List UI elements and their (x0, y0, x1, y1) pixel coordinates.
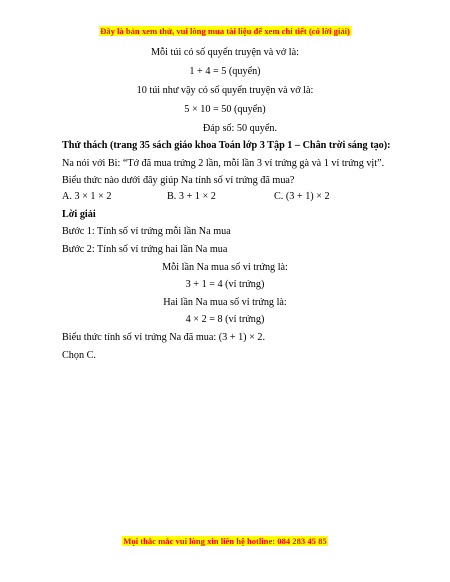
answer-expression: Biểu thức tính số vỉ trứng Na đã mua: (3 + 1) × 2. (62, 332, 266, 343)
solution-line-3: 10 túi như vậy có số quyển truyện và vở là: (136, 85, 314, 96)
challenge-question-line-2: Biểu thức nào dưới đây giúp Na tính số vỉ trứng đã mua? (62, 175, 295, 186)
calc-1-result: 3 + 1 = 4 (vỉ trứng) (185, 279, 265, 290)
option-b: B. 3 + 1 × 2 (167, 191, 216, 202)
answer-step-1: Bước 1: Tính số vỉ trứng mỗi lần Na mua (62, 226, 231, 237)
option-a: A. 3 × 1 × 2 (62, 191, 112, 202)
challenge-question-line-1: Na nói với Bi: “Tớ đã mua trứng 2 lần, mỗi lần 3 vỉ trứng gà và 1 vỉ trứng vịt”. (62, 158, 385, 169)
solution-line-4: 5 × 10 = 50 (quyển) (184, 104, 266, 115)
answer-choice: Chọn C. (62, 350, 96, 361)
solution-line-2: 1 + 4 = 5 (quyển) (189, 66, 261, 77)
calc-1-label: Mỗi lần Na mua số vỉ trứng là: (162, 262, 288, 273)
hotline-text: Mọi thắc mắc vui lòng xin liên hệ hotline: 084 283 45 85 (123, 536, 327, 546)
preview-notice-text: Đây là bản xem thử, vui lòng mua tài liệu để xem chi tiết (có lời giải) (100, 26, 350, 36)
answer-heading: Lời giải (62, 209, 96, 220)
challenge-title: Thử thách (trang 35 sách giáo khoa Toán lớp 3 Tập 1 – Chân trời sáng tạo): (62, 140, 391, 151)
calc-2-result: 4 × 2 = 8 (vỉ trứng) (185, 314, 265, 325)
hotline-banner (0, 536, 450, 546)
option-c: C. (3 + 1) × 2 (274, 191, 330, 202)
preview-notice-banner (0, 26, 450, 36)
answer-step-2: Bước 2: Tính số vỉ trứng hai lần Na mua (62, 244, 228, 255)
solution-line-1: Mỗi túi có số quyển truyện và vở là: (151, 47, 299, 58)
calc-2-label: Hai lần Na mua số vỉ trứng là: (163, 297, 287, 308)
solution-final-answer: Đáp số: 50 quyển. (202, 123, 278, 134)
